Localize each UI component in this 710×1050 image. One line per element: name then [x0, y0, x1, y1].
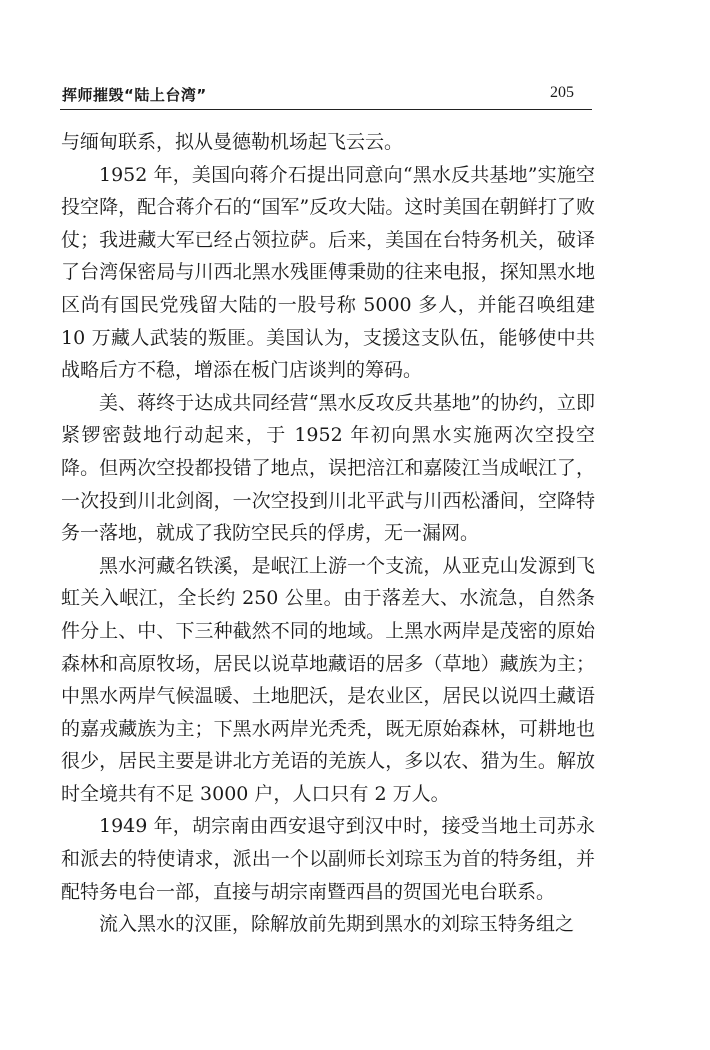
- paragraph: 1952 年，美国向蒋介石提出同意向“黑水反共基地”实施空投空降，配合蒋介石的“国军”反攻大陆。这时美国在朝鲜打了败仗；我进藏大军已经占领拉萨。后来，美国在台特务机关，破译了台湾保密局与川西北黑水残匪傅秉勋的往来电报，探知黑水地区尚有国民党残留大陆的一股号称 5000 多人，并能召唤组建 10 万藏人武装的叛匪。美国认为，支援这支队伍，能够使中共战略后方不稳，增添在板门店谈判的筹码。: [61, 163, 595, 382]
- header-rule: [60, 109, 592, 110]
- running-title: 挥师摧毁“陆上台湾”: [62, 86, 207, 104]
- paragraph-continuation: 与缅甸联系，拟从曼德勒机场起飞云云。: [61, 131, 404, 153]
- page-number: 205: [550, 84, 574, 101]
- paragraph: 流入黑水的汉匪，除解放前先期到黑水的刘琮玉特务组之: [99, 913, 575, 936]
- paragraph: 1949 年，胡宗南由西安退守到汉中时，接受当地土司苏永和派去的特使请求，派出一个以副师长刘琮玉为首的特务组，并配特务电台一部，直接与胡宗南暨西昌的贺国光电台联系。: [61, 815, 595, 903]
- body-text: [61, 126, 595, 941]
- running-header: [62, 84, 592, 108]
- paragraph: 黑水河藏名铁溪，是岷江上游一个支流，从亚克山发源到飞虹关入岷江，全长约 250 公里。由于落差大、水流急，自然条件分上、中、下三种截然不同的地域。上黑水两岸是茂密的原始森林和高原牧场，居民以说草地藏语的居多（草地）藏族为主；中黑水两岸气候温暖、土地肥沃，是农业区，居民以说四土藏语的嘉戎藏族为主；下黑水两岸光秃秃，既无原始森林，可耕地也很少，居民主要是讲北方羌语的羌族人，多以农、猎为生。解放时全境共有不足 3000 户，人口只有 2 万人。: [61, 554, 595, 805]
- paragraph: 美、蒋终于达成共同经营“黑水反攻反共基地”的协约，立即紧锣密鼓地行动起来，于 1952 年初向黑水实施两次空投空降。但两次空投都投错了地点，误把涪江和嘉陵江当成岷江了，一次投到川北剑阁，一次空投到川北平武与川西松潘间，空降特务一落地，就成了我防空民兵的俘虏，无一漏网。: [61, 391, 595, 545]
